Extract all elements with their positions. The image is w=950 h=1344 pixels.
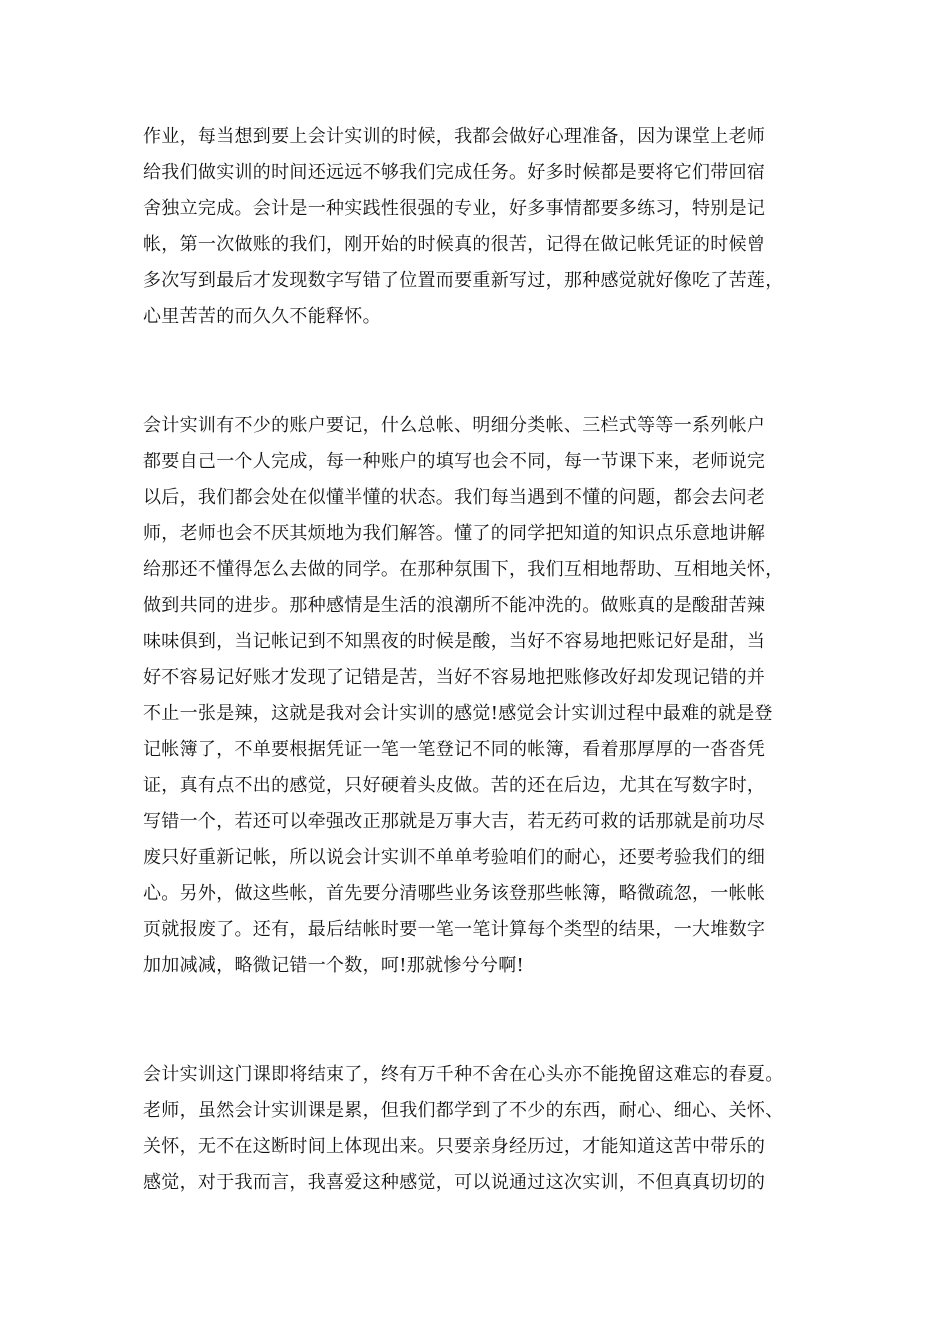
text-line: 味味俱到，当记帐记到不知黑夜的时候是酸，当好不容易地把账记好是甜，当 — [143, 631, 766, 652]
text-line: 心里苦苦的而久久不能释怀。 — [143, 306, 381, 327]
text-line: 加加减减，略微记错一个数，呵!那就惨兮兮啊! — [143, 955, 525, 976]
text-line: 以后，我们都会处在似懂半懂的状态。我们每当遇到不懂的问题，都会去问老 — [143, 487, 766, 508]
text-line: 师，老师也会不厌其烦地为我们解答。懂了的同学把知道的知识点乐意地讲解 — [143, 523, 766, 544]
text-line: 做到共同的进步。那种感情是生活的浪潮所不能冲洗的。做账真的是酸甜苦辣 — [143, 595, 766, 616]
text-line: 都要自己一个人完成，每一种账户的填写也会不同，每一节课下来，老师说完 — [143, 451, 766, 472]
text-line: 心。另外，做这些帐，首先要分清哪些业务该登那些帐簿，略微疏忽，一帐帐 — [143, 883, 766, 904]
text-line: 写错一个，若还可以牵强改正那就是万事大吉，若无药可救的话那就是前功尽 — [143, 811, 766, 832]
text-line: 证，真有点不出的感觉，只好硬着头皮做。苦的还在后边，尤其在写数字时， — [143, 775, 766, 796]
text-line: 舍独立完成。会计是一种实践性很强的专业，好多事情都要多练习，特别是记 — [143, 198, 766, 219]
text-line: 给我们做实训的时间还远远不够我们完成任务。好多时候都是要将它们带回宿 — [143, 162, 766, 183]
text-line: 多次写到最后才发现数字写错了位置而要重新写过，那种感觉就好像吃了苦莲， — [143, 270, 784, 291]
text-line: 给那还不懂得怎么去做的同学。在那种氛围下，我们互相地帮助、互相地关怀， — [143, 559, 784, 580]
text-line: 帐，第一次做账的我们，刚开始的时候真的很苦，记得在做记帐凭证的时候曾 — [143, 234, 766, 255]
text-line: 会计实训有不少的账户要记，什么总帐、明细分类帐、三栏式等等一系列帐户 — [143, 415, 766, 436]
text-line: 页就报废了。还有，最后结帐时要一笔一笔计算每个类型的结果，一大堆数字 — [143, 919, 766, 940]
text-line: 感觉，对于我而言，我喜爱这种感觉，可以说通过这次实训，不但真真切切的 — [143, 1172, 766, 1193]
text-line: 会计实训这门课即将结束了，终有万千种不舍在心头亦不能挽留这难忘的春夏。 — [143, 1064, 784, 1085]
text-line: 记帐簿了，不单要根据凭证一笔一笔登记不同的帐簿，看着那厚厚的一沓沓凭 — [143, 739, 766, 760]
text-line: 关怀，无不在这断时间上体现出来。只要亲身经历过，才能知道这苦中带乐的 — [143, 1136, 766, 1157]
text-line: 好不容易记好账才发现了记错是苦，当好不容易地把账修改好却发现记错的并 — [143, 667, 766, 688]
text-line: 不止一张是辣，这就是我对会计实训的感觉!感觉会计实训过程中最难的就是登 — [143, 703, 773, 724]
text-line: 废只好重新记帐，所以说会计实训不单单考验咱们的耐心，还要考验我们的细 — [143, 847, 766, 868]
text-line: 老师，虽然会计实训课是累，但我们都学到了不少的东西，耐心、细心、关怀、 — [143, 1100, 784, 1121]
text-line: 作业，每当想到要上会计实训的时候，我都会做好心理准备，因为课堂上老师 — [143, 126, 766, 147]
